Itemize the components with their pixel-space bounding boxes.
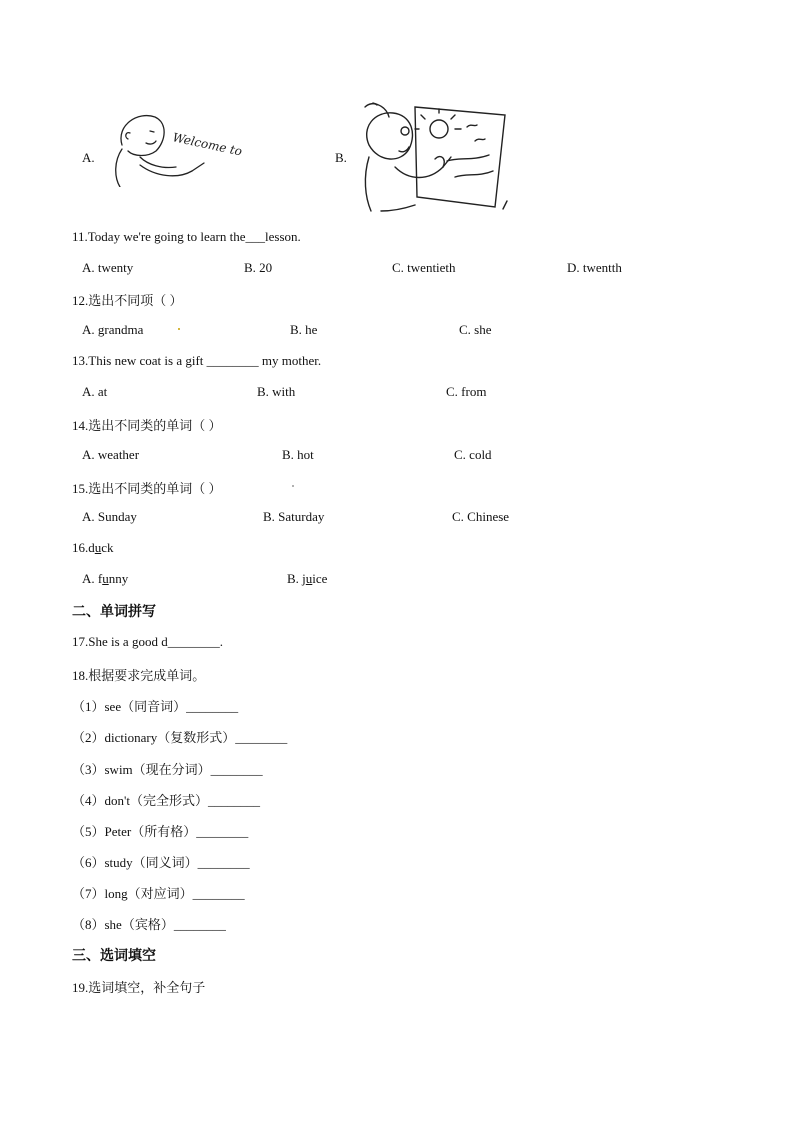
option-b-label: B. (335, 150, 347, 165)
question-12-stem: 12.选出不同项（ ） (72, 293, 183, 308)
q14-option-c: C. cold (454, 447, 492, 462)
question-19-stem: 19.选词填空，补全句子 (72, 980, 206, 995)
q15-option-c: C. Chinese (452, 509, 510, 524)
question-15-stem: 15.选出不同类的单词（ ） (72, 481, 222, 496)
speck-mark (292, 485, 294, 487)
q13-option-c: C. from (446, 384, 487, 399)
question-14-stem: 14.选出不同类的单词（ ） (72, 418, 222, 433)
q16-stem-post: ck (101, 540, 114, 555)
question-17-stem: 17.She is a good d________. (72, 634, 223, 649)
q16-option-a-pre: A. f (82, 571, 103, 586)
q18-item-2: （2）dictionary（复数形式）________ (72, 730, 288, 745)
q16-option-a (82, 571, 128, 587)
illustration-a (100, 105, 245, 187)
q18-item-8: （8）she（宾格）________ (72, 917, 226, 932)
q15-option-a: A. Sunday (82, 509, 137, 524)
question-11-blank: ___ (245, 229, 266, 244)
drawing-picture-illustration (355, 97, 515, 215)
writing-welcome-illustration (100, 105, 245, 187)
q18-item-1: （1）see（同音词）________ (72, 699, 239, 714)
question-11-stem-end: lesson. (265, 229, 301, 244)
q16-option-b-underlined: u (305, 571, 313, 586)
question-13-stem: 13.This new coat is a gift ________ my mother. (72, 353, 322, 368)
q16-stem-underlined: u (94, 540, 102, 555)
q18-item-4: （4）don't（完全形式）________ (72, 793, 260, 808)
q12-option-c: C. she (459, 322, 492, 337)
question-11 (72, 229, 301, 245)
q18-item-5: （5）Peter（所有格）________ (72, 824, 249, 839)
q12-option-b: B. he (290, 322, 318, 337)
q16-stem-pre: 16.d (72, 540, 95, 555)
q14-option-b: B. hot (282, 447, 314, 462)
q13-option-b: B. with (257, 384, 296, 399)
q15-option-b: B. Saturday (263, 509, 325, 524)
section-3-title: 三、选词填空 (72, 948, 156, 964)
q13-option-a: A. at (82, 384, 108, 399)
q16-option-b-post: ice (312, 571, 328, 586)
speck-mark (178, 328, 180, 330)
q11-option-c: C. twentieth (392, 260, 456, 275)
question-16-stem (72, 540, 114, 556)
q18-item-7: （7）long（对应词）________ (72, 886, 245, 901)
q14-option-a: A. weather (82, 447, 140, 462)
q11-option-b: B. 20 (244, 260, 273, 275)
q16-option-a-post: nny (108, 571, 129, 586)
q11-option-a: A. twenty (82, 260, 134, 275)
q16-option-a-underlined: u (102, 571, 109, 586)
question-11-stem: 11.Today we're going to learn the (72, 229, 246, 244)
q11-option-d: D. twentth (567, 260, 622, 275)
q16-option-b (287, 571, 327, 587)
q12-option-a: A. grandma (82, 322, 144, 337)
question-18-stem: 18.根据要求完成单词。 (72, 668, 206, 683)
q18-item-6: （6）study（同义词）________ (72, 855, 250, 870)
q18-item-3: （3）swim（现在分词）________ (72, 762, 263, 777)
section-2-title: 二、单词拼写 (72, 604, 156, 620)
welcome-handwriting: Welcome to (171, 130, 244, 159)
option-a-label: A. (82, 150, 95, 165)
illustration-b (355, 97, 515, 215)
q16-option-b-pre: B. j (287, 571, 306, 586)
